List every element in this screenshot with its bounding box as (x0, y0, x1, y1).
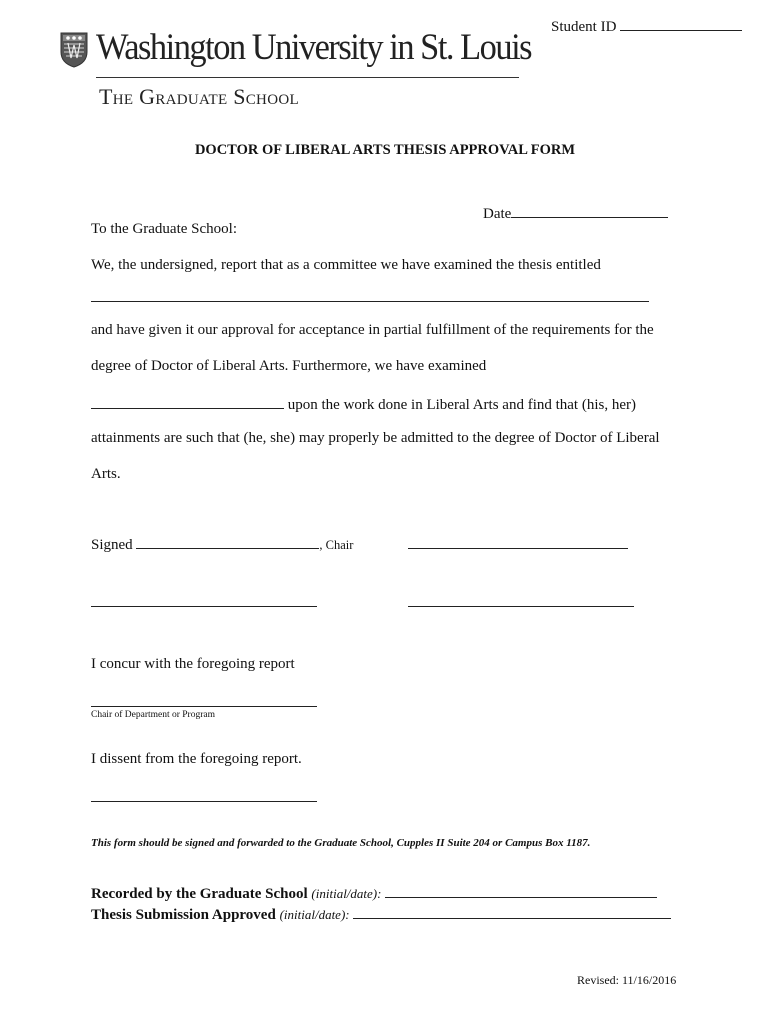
paragraph-thesis: We, the undersigned, report that as a committee we have examined the thesis entitled (91, 257, 601, 273)
paragraph-degree: degree of Doctor of Liberal Arts. Furthermore, we have examined (91, 358, 487, 374)
thesis-title-field[interactable] (91, 301, 649, 302)
signed-label: Signed (91, 537, 133, 553)
committee-signature-field-2[interactable] (91, 606, 317, 607)
approved-row (91, 905, 671, 924)
dissent-signature-field[interactable] (91, 801, 317, 802)
submission-notice: This form should be signed and forwarded to the Graduate School, Cupples II Suite 204 or Campus Box 1187. (91, 837, 591, 849)
student-id-field[interactable] (620, 16, 742, 31)
committee-signature-field-3[interactable] (408, 606, 634, 607)
chair-label: , Chair (319, 538, 354, 552)
recorded-hint: (initial/date): (311, 886, 382, 901)
date-field[interactable] (511, 203, 668, 218)
recorded-row (91, 884, 657, 903)
salutation: To the Graduate School: (91, 221, 237, 237)
logo-divider (96, 77, 519, 78)
chair-dept-label: Chair of Department or Program (91, 710, 215, 720)
recorded-field[interactable] (385, 884, 657, 898)
paragraph-arts: Arts. (91, 466, 121, 482)
date-row (483, 203, 668, 223)
university-wordmark: Washington University in St. Louis (96, 27, 532, 68)
chair-signature-field[interactable] (136, 534, 319, 549)
recorded-label: Recorded by the Graduate School (91, 886, 308, 902)
signed-row (91, 534, 353, 554)
paragraph-approval: and have given it our approval for acceptance in partial fulfillment of the requirements for the (91, 322, 654, 338)
candidate-name-field[interactable] (91, 394, 284, 409)
form-title: DOCTOR OF LIBERAL ARTS THESIS APPROVAL FORM (194, 142, 576, 158)
paragraph-candidate: upon the work done in Liberal Arts and find that (his, her) (91, 394, 636, 414)
approved-field[interactable] (353, 905, 671, 919)
concur-label: I concur with the foregoing report (91, 656, 295, 672)
paragraph-attainments: attainments are such that (he, she) may properly be admitted to the degree of Doctor of Liberal (91, 430, 660, 446)
dissent-label: I dissent from the foregoing report. (91, 751, 302, 767)
graduate-school-name: The Graduate School (99, 84, 299, 109)
chair-dept-signature-field[interactable] (91, 706, 317, 707)
approved-hint: (initial/date): (279, 907, 350, 922)
student-id-label: Student ID (551, 16, 742, 36)
university-seal-icon (60, 32, 88, 68)
committee-signature-field-1[interactable] (408, 548, 628, 549)
approved-label: Thesis Submission Approved (91, 907, 276, 923)
revised-date: Revised: 11/16/2016 (577, 973, 677, 987)
date-label: Date (483, 206, 512, 222)
